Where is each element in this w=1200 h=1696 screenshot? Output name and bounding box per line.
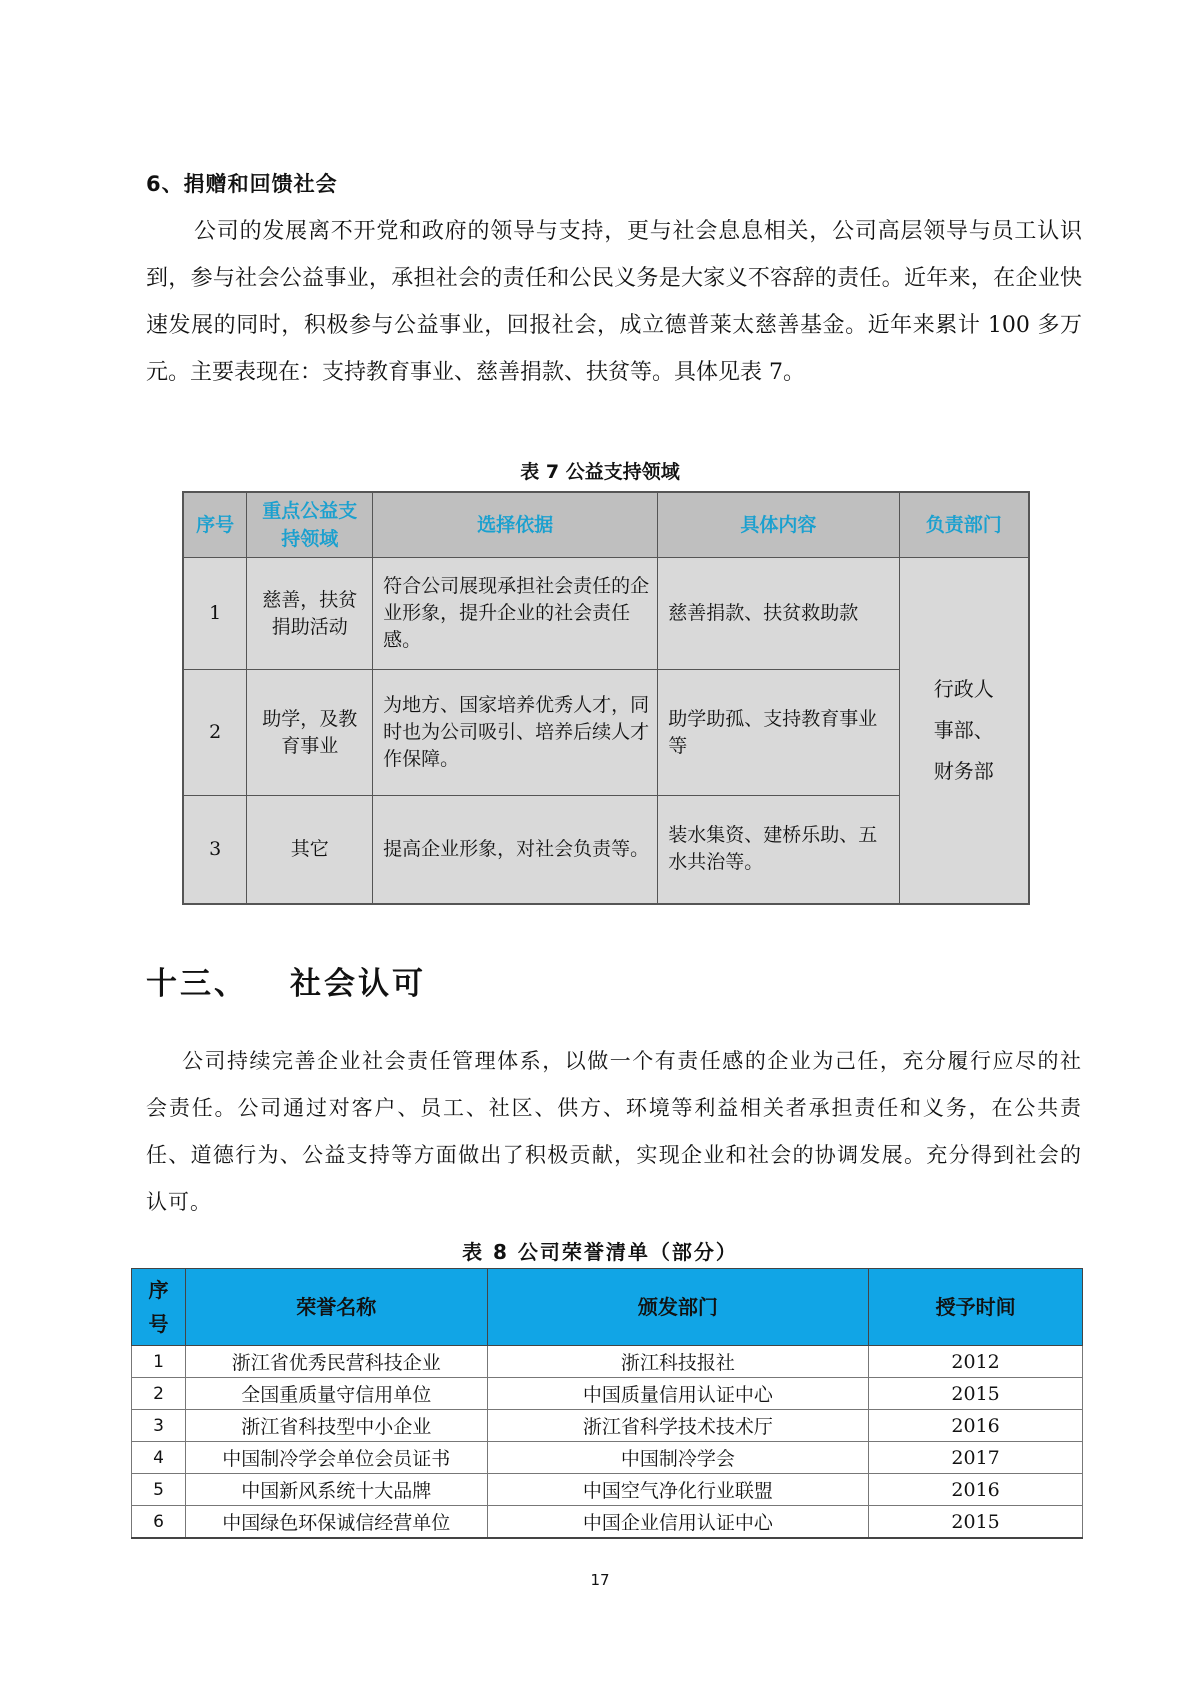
table-7-cell-basis: 为地方、国家培养优秀人才，同时也为公司吸引、培养后续人才作保障。: [373, 670, 658, 796]
table-8-cell-issuer: 中国制冷学会: [487, 1442, 869, 1474]
table-8-cell-name: 浙江省科技型中小企业: [185, 1410, 487, 1442]
table-row: [132, 1474, 1083, 1506]
section-6-paragraph: 公司的发展离不开党和政府的领导与支持，更与社会息息相关，公司高层领导与员工认识到，参与社会公益事业，承担社会的责任和公民义务是大家义不容辞的责任。近年来，在企业快速发展的同时，积极参与公益事业，回报社会，成立德普莱太慈善基金。近年来累计 100 多万元。主要表现在：支持教育事业、慈善捐款、扶贫等。具体见表 7。: [146, 219, 1082, 385]
table-7-header-no: 序号: [183, 492, 247, 558]
table-7-cell-no: 1: [183, 558, 247, 670]
table-8-cell-issuer: 中国空气净化行业联盟: [487, 1474, 869, 1506]
table-7-cell-content: 助学助孤、支持教育事业等: [658, 670, 899, 796]
table-8-cell-issuer: 浙江科技报社: [487, 1346, 869, 1378]
table-8-cell-year: 2017: [869, 1442, 1083, 1474]
table-7-header-basis: 选择依据: [373, 492, 658, 558]
table-row: [132, 1378, 1083, 1410]
table-7-header-dept: 负责部门: [899, 492, 1029, 558]
section-13-heading-number: 十三、: [146, 966, 248, 1002]
table-8-header-no: 序号: [132, 1269, 186, 1346]
table-7-caption: 表 7 公益支持领域: [520, 461, 680, 483]
table-row: [132, 1506, 1083, 1539]
table-7-cell-no: 3: [183, 796, 247, 904]
section-13-heading: [146, 958, 426, 1003]
table-8-caption: 表 8 公司荣誉清单（部分）: [462, 1240, 738, 1264]
table-7-cell-basis: 符合公司展现承担社会责任的企业形象，提升企业的社会责任感。: [373, 558, 658, 670]
table-7-cell-area: 助学，及教育事业: [247, 670, 373, 796]
table-row: [132, 1346, 1083, 1378]
table-7-cell-content: 慈善捐款、扶贫救助款: [658, 558, 899, 670]
table-8-cell-year: 2016: [869, 1410, 1083, 1442]
table-8-cell-no: 6: [132, 1506, 186, 1539]
section-13-heading-title: 社会认可: [290, 966, 426, 1002]
table-8-cell-issuer: 中国质量信用认证中心: [487, 1378, 869, 1410]
table-8-cell-no: 5: [132, 1474, 186, 1506]
table-8-cell-name: 中国绿色环保诚信经营单位: [185, 1506, 487, 1539]
table-8-cell-name: 浙江省优秀民营科技企业: [185, 1346, 487, 1378]
table-7-cell-area: 慈善，扶贫捐助活动: [247, 558, 373, 670]
section-13-paragraph: 公司持续完善企业社会责任管理体系，以做一个有责任感的企业为己任，充分履行应尽的社会责任。公司通过对客户、员工、社区、供方、环境等利益相关者承担责任和义务，在公共责任、道德行为、公益支持等方面做出了积极贡献，实现企业和社会的协调发展。充分得到社会的认可。: [146, 1049, 1082, 1214]
table-7: [182, 491, 1030, 905]
table-7-cell-dept: 行政人事部、财务部: [899, 558, 1029, 904]
table-8-cell-year: 2015: [869, 1506, 1083, 1539]
table-8-cell-issuer: 浙江省科学技术技术厅: [487, 1410, 869, 1442]
table-8-header-name: 荣誉名称: [185, 1269, 487, 1346]
table-8-cell-no: 3: [132, 1410, 186, 1442]
table-8-cell-issuer: 中国企业信用认证中心: [487, 1506, 869, 1539]
table-8-header-issuer: 颁发部门: [487, 1269, 869, 1346]
table-7-header-area: 重点公益支持领域: [247, 492, 373, 558]
table-8-cell-year: 2012: [869, 1346, 1083, 1378]
table-8-cell-name: 中国新风系统十大品牌: [185, 1474, 487, 1506]
table-row: [132, 1410, 1083, 1442]
table-8-cell-no: 1: [132, 1346, 186, 1378]
table-7-header-content: 具体内容: [658, 492, 899, 558]
table-8-cell-name: 全国重质量守信用单位: [185, 1378, 487, 1410]
table-8-header-year: 授予时间: [869, 1269, 1083, 1346]
table-7-cell-basis: 提高企业形象，对社会负责等。: [373, 796, 658, 904]
table-row: [132, 1442, 1083, 1474]
page-number: 17: [590, 1571, 610, 1589]
table-7-cell-no: 2: [183, 670, 247, 796]
table-8-cell-year: 2015: [869, 1378, 1083, 1410]
table-row: [183, 558, 1029, 670]
table-8-cell-name: 中国制冷学会单位会员证书: [185, 1442, 487, 1474]
table-8-cell-year: 2016: [869, 1474, 1083, 1506]
table-7-cell-area: 其它: [247, 796, 373, 904]
table-8: [131, 1268, 1083, 1539]
table-8-cell-no: 2: [132, 1378, 186, 1410]
table-8-cell-no: 4: [132, 1442, 186, 1474]
table-7-cell-content: 装水集资、建桥乐助、五水共治等。: [658, 796, 899, 904]
section-6-heading: 6、捐赠和回馈社会: [146, 172, 338, 196]
